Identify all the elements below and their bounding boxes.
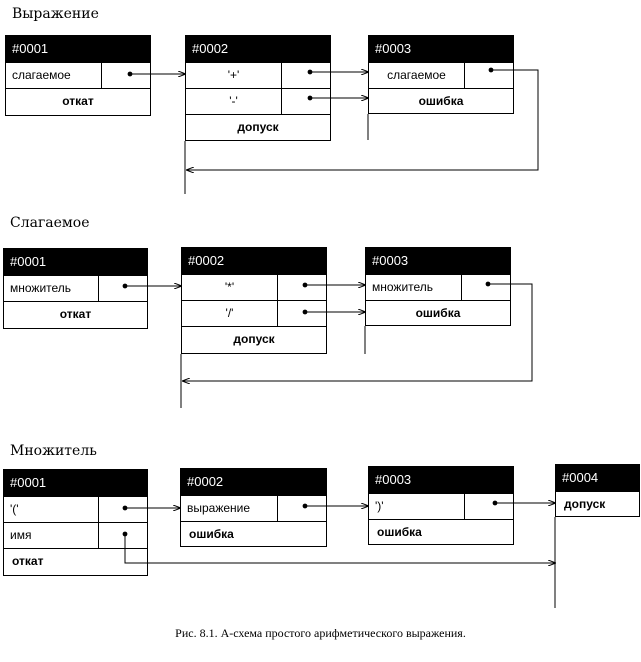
arrow-0003-loop-back	[187, 70, 538, 170]
alternative-label: множитель	[372, 280, 434, 294]
node-id: #0002	[182, 248, 326, 274]
pointer-dot	[123, 284, 128, 289]
alternative-label: множитель	[10, 281, 72, 295]
footer-label: откат	[4, 301, 147, 327]
pointer-dot	[128, 72, 133, 77]
pointer-dot	[303, 504, 308, 509]
pointer-dot	[303, 283, 308, 288]
section-title-term: Слагаемое	[10, 215, 90, 231]
footer-label: откат	[4, 548, 147, 574]
footer-label: ошибка	[369, 519, 513, 545]
footer-label: допуск	[182, 326, 326, 352]
arrow-name-to-0004	[125, 534, 555, 563]
alternative-label: слагаемое	[12, 68, 71, 82]
alternative-label: '+'	[227, 68, 240, 82]
node-id: #0001	[4, 249, 147, 275]
alternative-label: имя	[10, 528, 32, 542]
node-id: #0003	[369, 467, 513, 493]
figure-caption: Рис. 8.1. А-схема простого арифметического выражения.	[175, 626, 466, 640]
alternative-label: '*'	[224, 280, 235, 294]
node-id: #0001	[6, 36, 150, 62]
alternative-label: '('	[10, 502, 19, 516]
pointer-dot	[123, 532, 128, 537]
arrow-0003-loop-back	[183, 284, 532, 381]
footer-label: ошибка	[366, 300, 510, 326]
footer-label: допуск	[186, 114, 330, 140]
pointer-dot	[308, 70, 313, 75]
section-title-factor: Множитель	[10, 443, 97, 459]
node-id: #0001	[4, 470, 147, 496]
pointer-dot	[308, 96, 313, 101]
pointer-dot	[123, 506, 128, 511]
pointer-dot	[493, 501, 498, 506]
footer-label: откат	[6, 88, 150, 114]
pointer-dot	[486, 282, 491, 287]
node-id: #0003	[366, 248, 510, 274]
alternative-label: '/'	[225, 306, 234, 320]
alternative-label: '-'	[229, 94, 238, 108]
node-id: #0002	[186, 36, 330, 62]
footer-label: допуск	[556, 491, 639, 517]
alternative-label: выражение	[187, 501, 251, 515]
alternative-label: слагаемое	[387, 68, 446, 82]
pointer-dot	[303, 310, 308, 315]
pointer-dot	[489, 68, 494, 73]
section-title-expression: Выражение	[12, 6, 99, 22]
node-id: #0003	[369, 36, 513, 62]
footer-label: ошибка	[369, 88, 513, 114]
node-id: #0004	[556, 465, 639, 491]
footer-label: ошибка	[181, 521, 326, 547]
node-id: #0002	[181, 469, 326, 495]
alternative-label: ')'	[375, 499, 384, 513]
